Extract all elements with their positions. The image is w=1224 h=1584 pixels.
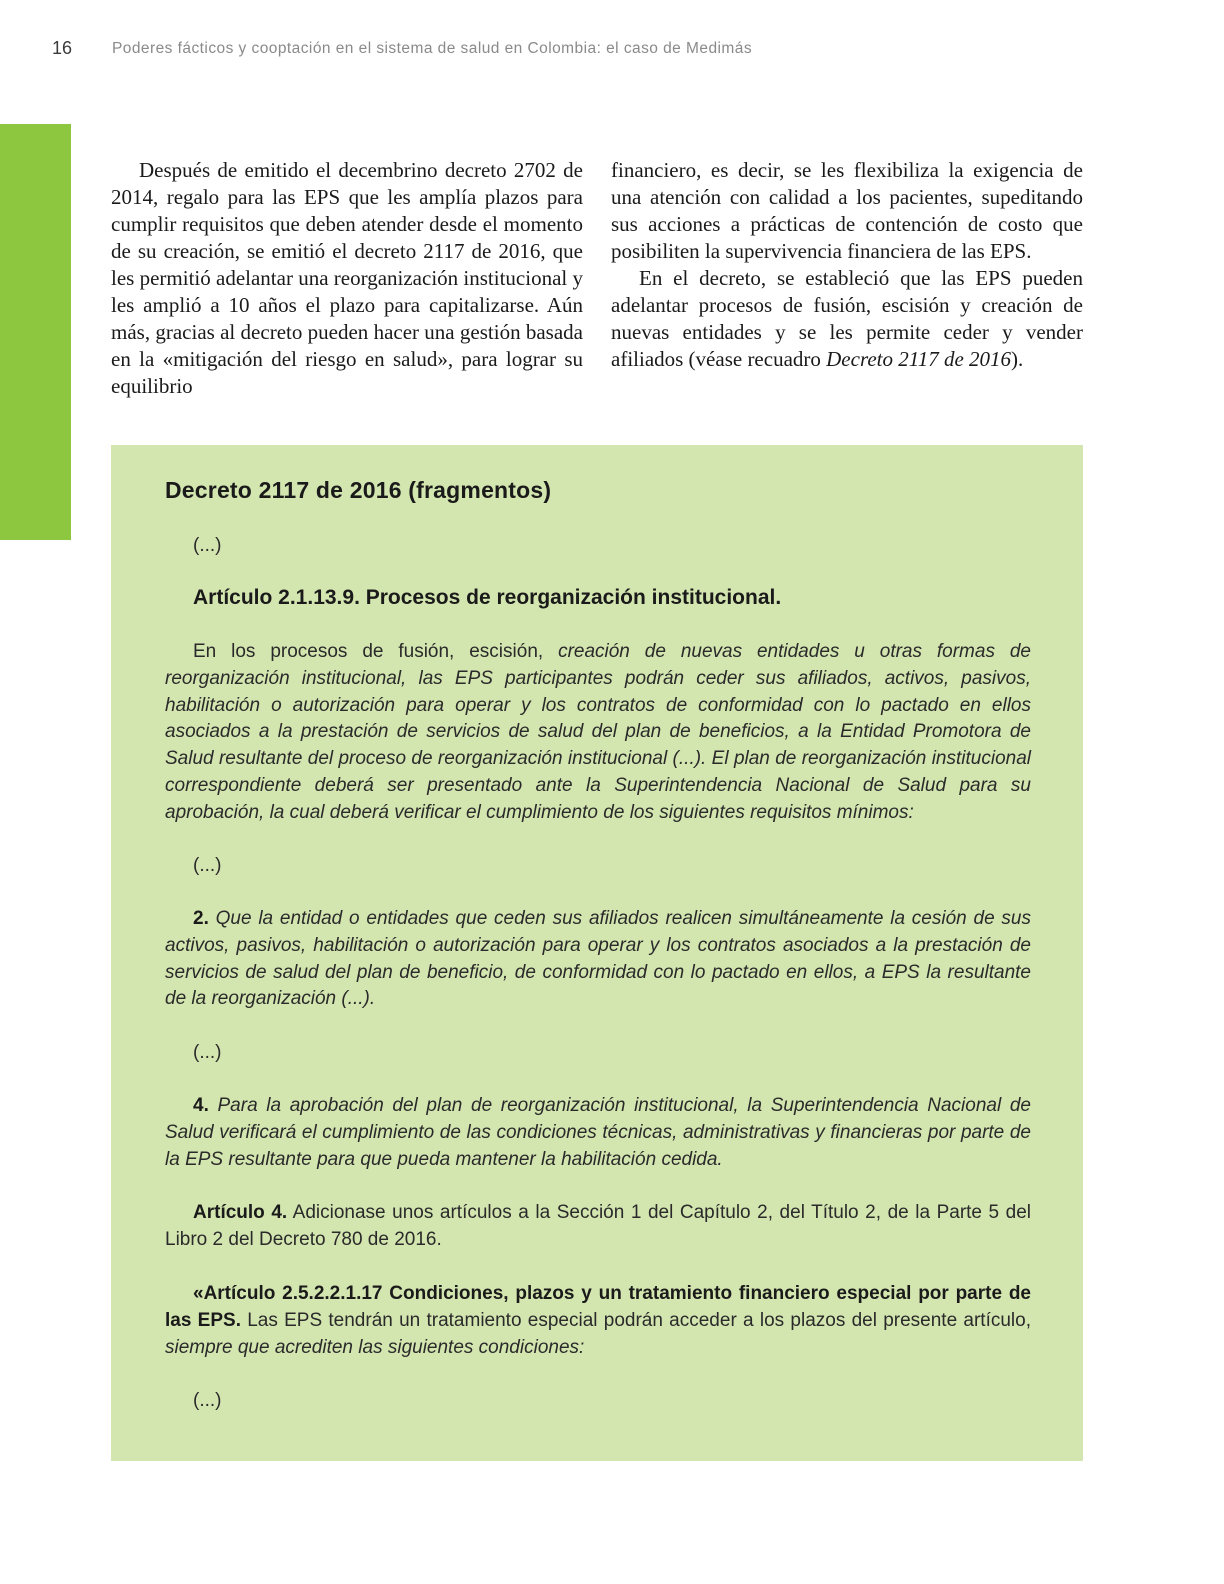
article-text-italic: creación de nuevas entidades u otras formas de reorganización institucional, las EPS participantes podrán ceder sus afiliados, activos, pasivos, habilitación o autorización para operar y los contratos de conformidad con lo pactado en ellos asociados a la prestación de servicios de salud del plan de beneficios, a la Entidad Promotora de Salud resultante del proceso de reorganización institucional (...). El plan de reorganización institucional correspondiente deberá ser presentado ante la Superintendencia Nacional de Salud para su aprobación, la cual deberá verificar el cumplimiento de los siguientes requisitos mínimos: xyxy=(165,641,1031,823)
body-column-right xyxy=(611,157,1083,373)
ellipsis: (...) xyxy=(193,535,222,556)
page-number: 16 xyxy=(52,38,73,58)
item-number: 4. xyxy=(193,1095,209,1116)
body-text: ). xyxy=(1011,347,1024,371)
article-heading: Artículo 2.1.13.9. Procesos de reorganización institucional. xyxy=(193,586,782,609)
item-text: Para la aprobación del plan de reorganización institucional, la Superintendencia Nacional de Salud verificará el cumplimiento de las condiciones técnicas, administrativas y financieras por parte de la EPS resultante para que pueda mantener la habilitación cedida. xyxy=(165,1095,1031,1170)
body-column-left xyxy=(111,157,583,400)
item-4-paragraph xyxy=(165,1093,1031,1173)
accent-bar xyxy=(0,124,71,540)
article-label: «Artículo 2.5.2.2.1.17 Condiciones, plazos y un tratamiento financiero especial por parte de las EPS. xyxy=(165,1283,1031,1331)
article-4-paragraph xyxy=(165,1200,1031,1254)
article-paragraph xyxy=(165,639,1031,827)
article-text: En los procesos de fusión, escisión, xyxy=(193,641,559,662)
body-text: En el decreto, se estableció que las EPS pueden adelantar procesos de fusión, escisión y creación de nuevas entidades y se les permite ceder y vender afiliados (véase recuadro xyxy=(611,266,1083,371)
article-text-italic: siempre que acrediten las siguientes condiciones: xyxy=(165,1336,585,1358)
ellipsis: (...) xyxy=(193,1390,222,1411)
article-text: Las EPS tendrán un tratamiento especial podrán acceder a los plazos del presente artículo, xyxy=(240,1309,1031,1331)
box-reference: Decreto 2117 de 2016 xyxy=(826,347,1012,371)
running-title: Poderes fácticos y cooptación en el sistema de salud en Colombia: el caso de Medimás xyxy=(112,40,753,57)
ellipsis: (...) xyxy=(193,1042,222,1063)
body-paragraph: financiero, es decir, se les flexibiliza la exigencia de una atención con calidad a los pacientes, supeditando sus acciones a prácticas de contención de costo que posibiliten la supervivencia financiera de las EPS. xyxy=(611,158,1083,263)
ellipsis: (...) xyxy=(193,855,222,876)
item-2-paragraph xyxy=(165,906,1031,1013)
decree-box xyxy=(111,445,1083,1461)
box-title: Decreto 2117 de 2016 (fragmentos) xyxy=(165,477,552,503)
article-final-paragraph xyxy=(165,1281,1031,1361)
item-text: Que la entidad o entidades que ceden sus afiliados realicen simultáneamente la cesión de sus activos, pasivos, habilitación o autorización para operar y los contratos asociados a la prestación de servicios de salud del plan de beneficio, de conformidad con lo pactado en ellos, a EPS la resultante de la reorganización (...). xyxy=(165,908,1031,1010)
body-paragraph: Después de emitido el decembrino decreto 2702 de 2014, regalo para las EPS que les amplía plazos para cumplir requisitos que deben atender desde el momento de su creación, se emitió el decreto 2117 de 2016, que les permitió adelantar una reorganización institucional y les amplió a 10 años el plazo para capitalizarse. Aún más, gracias al decreto pueden hacer una gestión basada en la «mitigación del riesgo en salud», para lograr su equilibrio xyxy=(111,158,583,398)
item-number: 2. xyxy=(193,908,209,929)
article-label: Artículo 4. xyxy=(193,1202,288,1223)
body-paragraph xyxy=(611,265,1083,373)
article-text: Adicionase unos artículos a la Sección 1 del Capítulo 2, del Título 2, de la Parte 5 del Libro 2 del Decreto 780 de 2016. xyxy=(165,1202,1031,1250)
